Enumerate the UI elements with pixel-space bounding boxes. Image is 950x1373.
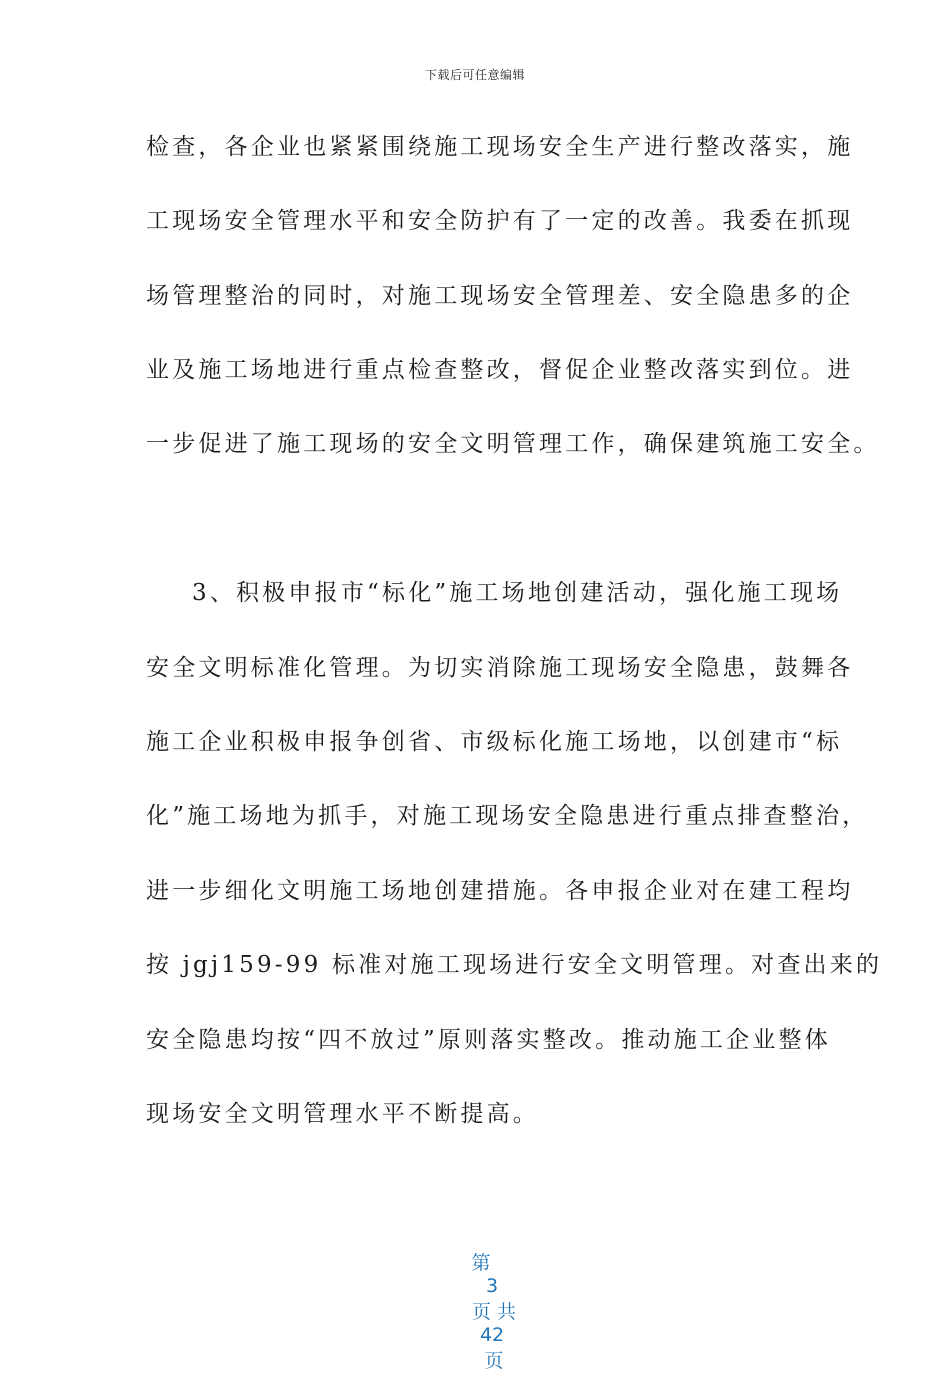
footer-current-page: 3: [486, 1275, 499, 1297]
footer-label-total: 页 共: [472, 1301, 517, 1323]
body-line-5: 一步促进了施工现场的安全文明管理工作，确保建筑施工安全。: [146, 431, 880, 457]
body-line-13: 现场安全文明管理水平不断提高。: [146, 1101, 539, 1127]
body-line-4: 业及施工场地进行重点检查整改，督促企业整改落实到位。进: [146, 357, 854, 383]
body-line-7: 安全文明标准化管理。为切实消除施工现场安全隐患，鼓舞各: [146, 655, 854, 681]
body-line-8: 施工企业积极申报争创省、市级标化施工场地，以创建市“标: [146, 729, 843, 755]
body-line-9: 化”施工场地为抓手，对施工现场安全隐患进行重点排查整治，: [146, 803, 869, 829]
body-line-6: 3、积极申报市“标化”施工场地创建活动，强化施工现场: [192, 580, 843, 606]
body-line-11: 按 jgj159-99 标准对施工现场进行安全文明管理。对查出来的: [146, 952, 883, 978]
footer-label-end: 页: [484, 1350, 504, 1372]
page-header-note: 下载后可任意编辑: [424, 68, 525, 82]
body-line-1: 检查，各企业也紧紧围绕施工现场安全生产进行整改落实，施: [146, 134, 854, 160]
body-line-3: 场管理整治的同时，对施工现场安全管理差、安全隐患多的企: [146, 283, 854, 309]
body-line-2: 工现场安全管理水平和安全防护有了一定的改善。我委在抓现: [146, 208, 854, 234]
footer-total-pages: 42: [479, 1324, 505, 1346]
body-line-12: 安全隐患均按“四不放过”原则落实整改。推动施工企业整体: [146, 1027, 831, 1053]
body-line-10: 进一步细化文明施工场地创建措施。各申报企业对在建工程均: [146, 878, 854, 904]
page-footer: [0, 1226, 950, 1373]
footer-label-page: 第: [471, 1252, 491, 1274]
